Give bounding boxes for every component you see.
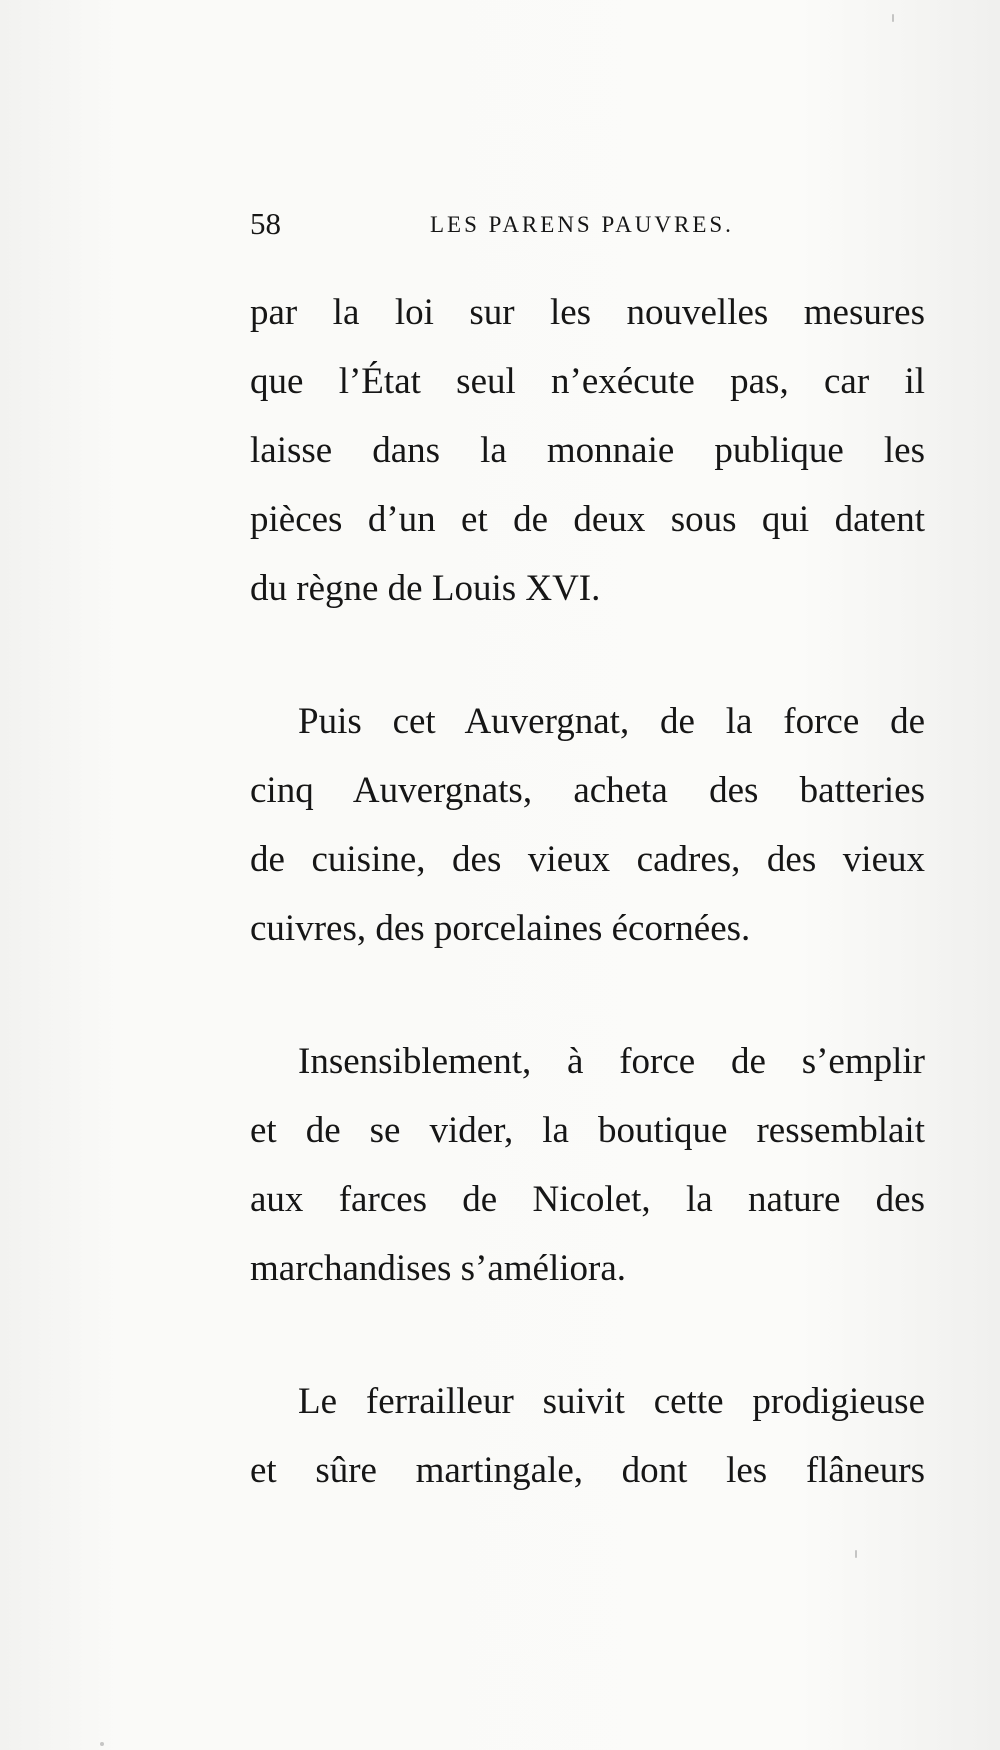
text-line: aux farces de Nicolet, la nature des <box>250 1179 925 1220</box>
paper-speck <box>855 1550 857 1558</box>
running-head: LES PARENS PAUVRES. <box>430 212 734 237</box>
text-line: marchandises s’améliora. <box>250 1248 627 1289</box>
body-text <box>250 278 925 1569</box>
text-line: cinq Auvergnats, acheta des batteries <box>250 770 925 811</box>
page-number: 58 <box>250 206 281 241</box>
text-line: pièces d’un et de deux sous qui datent <box>250 499 925 540</box>
paper-speck <box>100 1742 104 1746</box>
text-line: Puis cet Auvergnat, de la force de <box>298 701 925 742</box>
page-header <box>250 206 760 254</box>
text-line: et sûre martingale, dont les flâneurs <box>250 1450 925 1491</box>
text-line: par la loi sur les nouvelles mesures <box>250 292 925 333</box>
text-line: Le ferrailleur suivit cette prodigieuse <box>298 1381 925 1422</box>
paper-speck <box>892 14 894 22</box>
text-line: et de se vider, la boutique ressemblait <box>250 1110 925 1151</box>
text-line: Insensiblement, à force de s’emplir <box>298 1041 925 1082</box>
text-line: laisse dans la monnaie publique les <box>250 430 925 471</box>
paragraph-3 <box>250 1027 925 1303</box>
paragraph-4 <box>250 1367 925 1505</box>
text-line: que l’État seul n’exécute pas, car il <box>250 361 925 402</box>
text-line: de cuisine, des vieux cadres, des vieux <box>250 839 925 880</box>
text-line: cuivres, des porcelaines écornées. <box>250 908 751 949</box>
paragraph-2 <box>250 687 925 963</box>
text-line: du règne de Louis XVI. <box>250 568 601 609</box>
paragraph-1 <box>250 278 925 623</box>
